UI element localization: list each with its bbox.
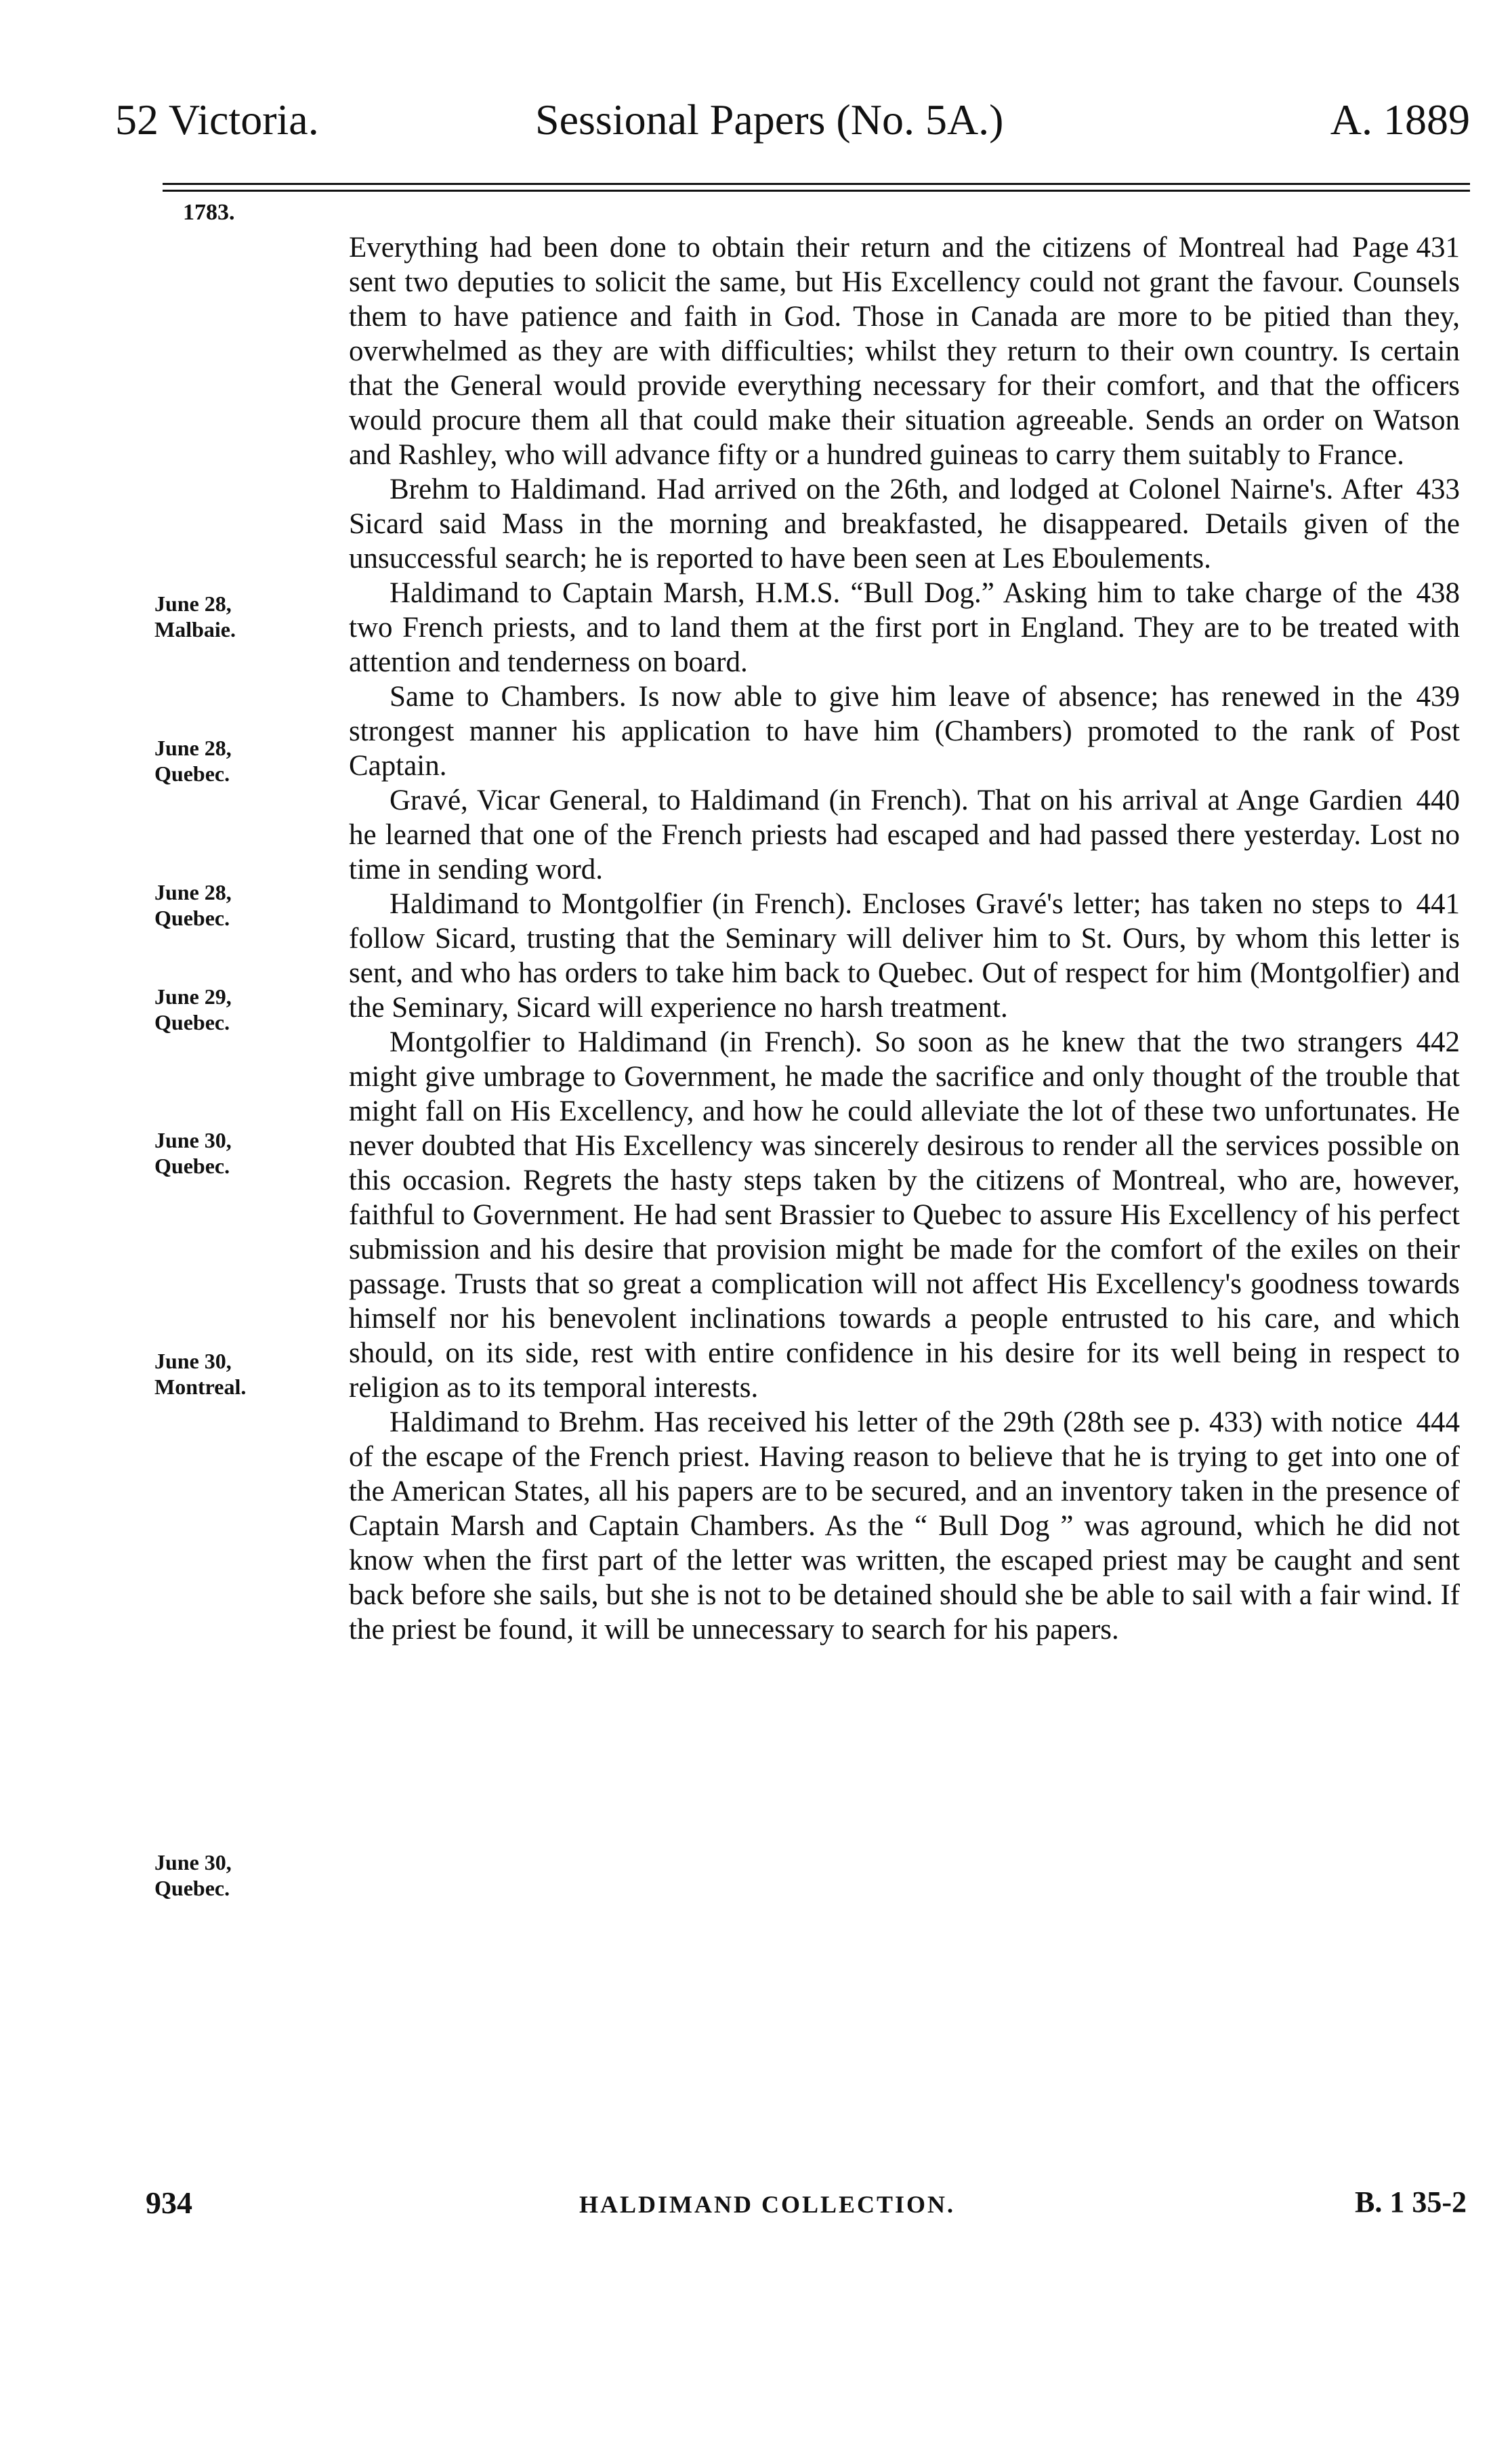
margin-date: June 30, Quebec. [154,1850,232,1900]
page-reference: 440 [1416,784,1460,816]
margin-date: June 30, Quebec. [154,1128,232,1178]
calendar-entry [349,1025,1460,1405]
entry-text: Everything had been done to obtain their return and the citizens of Montreal had sent two deputies to solicit the same, but His Excellency could not grant the favour. Counsels them to have patience and faith in God. Those in Canada are more to be pitied than they, overwhelmed as they are with difficulties; whilst they return to their own country. Is certain that the General would provide everything necessary for their comfort, and that the officers would procure them all that could make their situation agreeable. Sends an order on Watson and Rashley, who will advance fifty or a hundred guineas to carry them suitably to France. [349,232,1460,471]
margin-date: June 29, Quebec. [154,984,232,1034]
header-rule [163,183,1470,185]
calendar-entry [349,887,1460,1025]
margin-date: June 28, Quebec. [154,880,232,930]
margin-date: June 30, Montreal. [154,1349,247,1399]
calendar-entry [349,472,1460,576]
calendar-entry [349,783,1460,887]
body-text [349,230,1460,1647]
page-number: 934 [146,2185,192,2220]
entry-text: Brehm to Haldimand. Had arrived on the 26th, and lodged at Colonel Nairne's. After Sicard said Mass in the morning and breakfasted, he disappeared. Details given of the unsuccessful search; he is reported to have been seen at Les Eboulements. [349,474,1460,574]
margin-date: June 28, Quebec. [154,736,232,786]
header-volume: 52 Victoria. [115,96,319,144]
page-footer [146,2185,1467,2225]
entry-text: Same to Chambers. Is now able to give him leave of absence; has renewed in the strongest manner his application to have him (Chambers) promoted to the rank of Post Captain. [349,681,1460,782]
page-reference: 442 [1416,1026,1460,1058]
entry-text: Haldimand to Montgolfier (in French). Encloses Gravé's letter; has taken no steps to follow Sicard, trusting that the Seminary will deliver him to St. Ours, by whom this letter is sent, and who has orders to take him back to Quebec. Out of respect for him (Montgolfier) and the Seminary, Sicard will experience no harsh treatment. [349,888,1460,1024]
entry-text: Haldimand to Brehm. Has received his letter of the 29th (28th see p. 433) with notice of the escape of the French priest. Having reason to believe that he is trying to get into one of the American States, all his papers are to be secured, and an inventory taken in the presence of Captain Marsh and Captain Chambers. As the “ Bull Dog ” was aground, which he did not know when the first part of the letter was written, the escaped priest may be caught and sent back before she sails, but she is not to be detained should she be able to sail with a fair wind. If the priest be found, it will be unnecessary to search for his papers. [349,1406,1460,1646]
header-title: Sessional Papers (No. 5A.) [535,96,1004,144]
entry-text: Haldimand to Captain Marsh, H.M.S. “Bull Dog.” Asking him to take charge of the two French priests, and to land them at the first port in England. They are to be treated with attention and tenderness on board. [349,577,1460,678]
year-label: 1783. [183,200,235,225]
header-year: A. 1889 [1330,96,1470,144]
page-reference: Page 431 [1352,232,1460,264]
signature-mark: B. 1 35-2 [1355,2185,1467,2219]
running-header [115,95,1470,149]
margin-date: June 28, Malbaie. [154,591,236,642]
page-reference: 438 [1416,577,1460,609]
page-reference: 444 [1416,1406,1460,1438]
page-reference: 439 [1416,681,1460,713]
entry-text: Montgolfier to Haldimand (in French). So soon as he knew that the two strangers might give umbrage to Government, he made the sacrifice and only thought of the trouble that might fall on His Excellency, and how he could alleviate the lot of these two unfortunates. He never doubted that His Excellency was sincerely desirous to render all the services possible on this occasion. Regrets the hasty steps taken by the citizens of Montreal, who are, however, faithful to Government. He had sent Brassier to Quebec to assure His Excellency of his perfect submission and his desire that provision might be made for the comfort of the exiles on their passage. Trusts that so great a complication will not affect His Excellency's goodness towards himself nor his benevolent inclinations towards a people entrusted to his care, and which should, on its side, rest with entire confidence in his desire for its well being in respect to religion as to its temporal interests. [349,1026,1460,1404]
calendar-entry [349,576,1460,679]
page-reference: 433 [1416,474,1460,505]
calendar-entry [349,679,1460,783]
calendar-entry [349,1405,1460,1647]
header-rule-double [163,190,1470,192]
calendar-entry [349,230,1460,472]
page-reference: 441 [1416,888,1460,920]
collection-title: HALDIMAND COLLECTION. [579,2191,956,2218]
entry-text: Gravé, Vicar General, to Haldimand (in French). That on his arrival at Ange Gardien he learned that one of the French priests had escaped and had passed there yesterday. Lost no time in sending word. [349,784,1460,885]
